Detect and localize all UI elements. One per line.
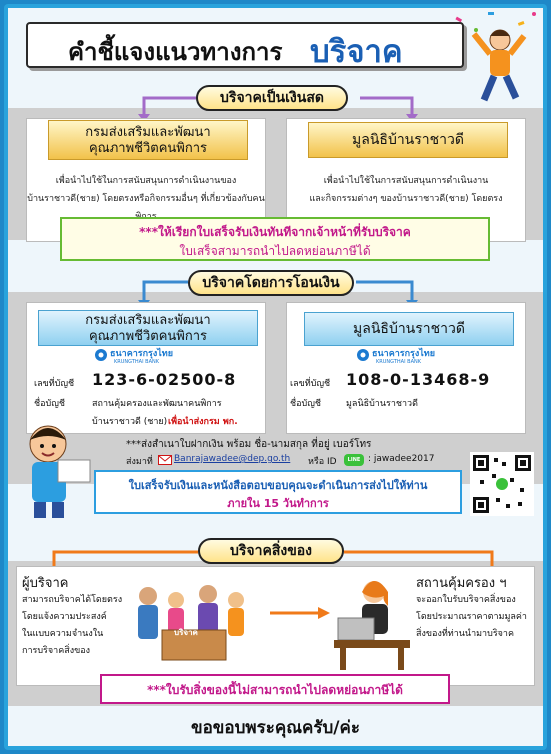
transfer-left-org xyxy=(38,310,258,346)
cash-right-org: มูลนิธิบ้านราชาวดี xyxy=(308,122,508,158)
cheering-man-icon xyxy=(466,26,528,106)
desc-line: บ้านราชาวดี(ชาย) โดยตรงหรือกิจกรรมอื่นๆ ที่เกี่ยวข้องกับคน xyxy=(27,194,265,204)
goods-tax-note xyxy=(100,674,450,704)
donation-box-label: บริจาค xyxy=(174,628,198,637)
cash-left-org xyxy=(48,120,248,160)
infographic xyxy=(8,8,543,746)
staff-at-desk-icon xyxy=(334,574,410,670)
right-arrow-icon xyxy=(270,606,330,620)
account-number-label: เลขที่บัญชี xyxy=(290,379,331,389)
left-account-purpose: เพื่อนำส่งกรม พก. xyxy=(168,417,238,427)
note-line2: ภายใน 15 วันทำการ xyxy=(227,497,329,510)
title-banner xyxy=(26,22,464,68)
bank-name: ธนาคารกรุงไทย xyxy=(110,349,174,359)
goods-note-text: ***ใบรับสิ่งของนี้ไม่สามารถนำไปลดหย่อนภาษีได้ xyxy=(147,683,403,697)
org-name-line2: คุณภาพชีวิตคนพิการ xyxy=(88,141,208,156)
org-name-line1: กรมส่งเสริมและพัฒนา xyxy=(85,125,211,140)
email-link[interactable]: Banrajawadee@dep.go.th xyxy=(174,454,291,464)
donor-line: การบริจาคสิ่งของ xyxy=(22,646,91,656)
send-to-label: ส่งมาที่ xyxy=(126,457,153,467)
or-id-label: หรือ ID xyxy=(308,457,337,467)
note-line1: ใบเสร็จรับเงินและหนังสือตอบขอบคุณจะดำเนินการส่งไปให้ท่าน xyxy=(128,479,428,492)
shelter-line: โดยประมาณราคาตามมูลค่า xyxy=(416,612,527,622)
shelter-title: สถานคุ้มครอง ฯ xyxy=(416,576,507,591)
cash-receipt-note xyxy=(60,217,490,261)
transfer-right-org: มูลนิธิบ้านราชาวดี xyxy=(304,312,514,346)
org-name-line2: คุณภาพชีวิตคนพิการ xyxy=(88,329,208,344)
family-donating-icon xyxy=(128,578,258,664)
qr-code-icon[interactable] xyxy=(470,452,534,516)
cash-right-desc xyxy=(286,172,526,208)
bank-name-en: KRUNGTHAI BANK xyxy=(114,359,160,365)
receipt-note xyxy=(94,470,462,514)
account-name-label: ชื่อบัญชี xyxy=(290,399,322,409)
account-name-label: ชื่อบัญชี xyxy=(34,399,66,409)
desc-line: เพื่อนำไปใช้ในการสนับสนุนการดำเนินงานของ xyxy=(55,176,237,186)
donor-lines xyxy=(22,592,122,660)
shelter-line: สิ่งของที่ท่านนำมาบริจาค xyxy=(416,629,514,639)
transfer-heading: บริจาคโดยการโอนเงิน xyxy=(188,270,354,296)
right-account-number: 108-0-13468-9 xyxy=(346,370,491,389)
page-title-emphasis: บริจาค xyxy=(310,34,403,70)
desc-line: และกิจกรรมต่างๆ ของบ้านราชาวดี(ชาย) โดยตรง xyxy=(309,194,503,204)
krungthai-bank-logo-icon xyxy=(356,348,370,362)
email-icon xyxy=(158,455,172,465)
left-account-name: สถานคุ้มครองและพัฒนาคนพิการ xyxy=(92,399,222,409)
line-app-icon: LINE xyxy=(344,454,364,466)
shelter-lines xyxy=(416,592,527,643)
donor-line: ในแบบความจำนงใน xyxy=(22,629,104,639)
left-account-number: 123-6-02500-8 xyxy=(92,370,237,389)
note-line1: ***ให้เรียกใบเสร็จรับเงินทันทีจากเจ้าหน้าที่รับบริจาค xyxy=(139,225,411,239)
donor-line: โดยแจ้งความประสงค์ xyxy=(22,612,107,622)
donor-line: สามารถบริจาคได้โดยตรง xyxy=(22,595,123,605)
desc-line: เพื่อนำไปใช้ในการสนับสนุนการดำเนินงาน xyxy=(323,176,489,186)
right-account-name: มูลนิธิบ้านราชาวดี xyxy=(346,399,418,409)
left-account-name-2: บ้านราชาวดี (ชาย) xyxy=(92,417,168,427)
cash-heading: บริจาคเป็นเงินสด xyxy=(196,85,348,111)
line-id: : jawadee2017 xyxy=(368,454,435,464)
person-with-sign-icon xyxy=(18,420,92,520)
bank-name: ธนาคารกรุงไทย xyxy=(372,349,436,359)
shelter-line: จะออกใบรับบริจาคสิ่งของ xyxy=(416,595,516,605)
krungthai-bank-logo-icon xyxy=(94,348,108,362)
note-line2: ใบเสร็จสามารถนำไปลดหย่อนภาษีได้ xyxy=(179,244,371,258)
org-name-line1: กรมส่งเสริมและพัฒนา xyxy=(85,313,211,328)
page-title: คำชี้แจงแนวทางการ xyxy=(68,38,283,66)
donor-title: ผู้บริจาค xyxy=(22,576,69,591)
goods-heading: บริจาคสิ่งของ xyxy=(198,538,344,564)
account-number-label: เลขที่บัญชี xyxy=(34,379,75,389)
bank-name-en: KRUNGTHAI BANK xyxy=(376,359,422,365)
slip-instruction: ***ส่งสำเนาใบฝากเงิน พร้อม ชื่อ-นามสกุล ที่อยู่ เบอร์โทร xyxy=(126,439,372,450)
footer-thanks: ขอขอบพระคุณครับ/ค่ะ xyxy=(190,718,361,738)
